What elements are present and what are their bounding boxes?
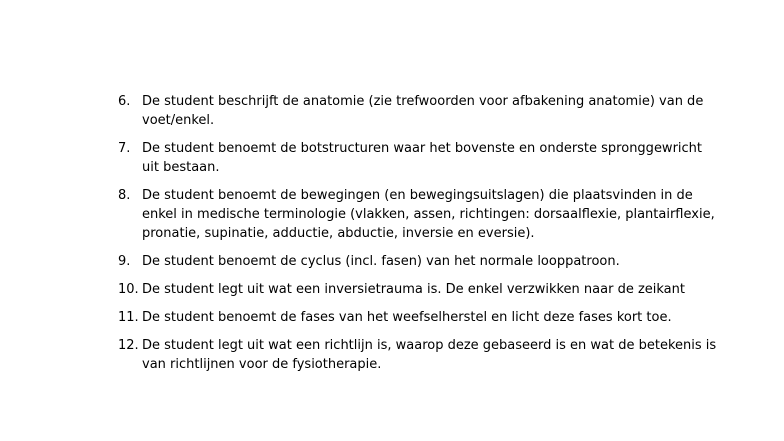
list-item bbox=[118, 308, 718, 327]
list-item-text: De student benoemt de fases van het weefselherstel en licht deze fases kort toe. bbox=[142, 310, 672, 325]
list-item bbox=[118, 252, 718, 271]
list-item-text: De student legt uit wat een richtlijn is, waarop deze gebaseerd is en wat de betekenis is van richtlijnen voor de fysiotherapie. bbox=[142, 338, 717, 372]
list-item bbox=[118, 336, 718, 374]
list-item bbox=[118, 186, 718, 243]
list-item-number: 10. bbox=[118, 282, 139, 297]
list-item bbox=[118, 280, 718, 299]
list-item-number: 8. bbox=[118, 188, 131, 203]
list-item-number: 9. bbox=[118, 254, 131, 269]
list-item-text: De student legt uit wat een inversietrauma is. De enkel verzwikken naar de zeikant bbox=[142, 282, 685, 297]
list-item-number: 6. bbox=[118, 94, 131, 109]
list-item-number: 7. bbox=[118, 141, 131, 156]
list-item-number: 12. bbox=[118, 338, 139, 353]
list-item-text: De student benoemt de botstructuren waar het bovenste en onderste spronggewricht uit bestaan. bbox=[142, 141, 703, 175]
list-item-text: De student beschrijft de anatomie (zie trefwoorden voor afbakening anatomie) van de voet/enkel. bbox=[142, 94, 704, 128]
list-item bbox=[118, 92, 718, 130]
list-item bbox=[118, 139, 718, 177]
learning-objectives-list bbox=[118, 92, 718, 383]
list-item-text: De student benoemt de cyclus (incl. fasen) van het normale looppatroon. bbox=[142, 254, 620, 269]
list-item-text: De student benoemt de bewegingen (en bewegingsuitslagen) die plaatsvinden in de enkel in medische terminologie (vlakken, assen, richtingen: dorsaalflexie, plantairflexie, pronatie, supinatie, adductie, abductie, inversie en eversie). bbox=[142, 188, 715, 241]
list-item-number: 11. bbox=[118, 310, 139, 325]
